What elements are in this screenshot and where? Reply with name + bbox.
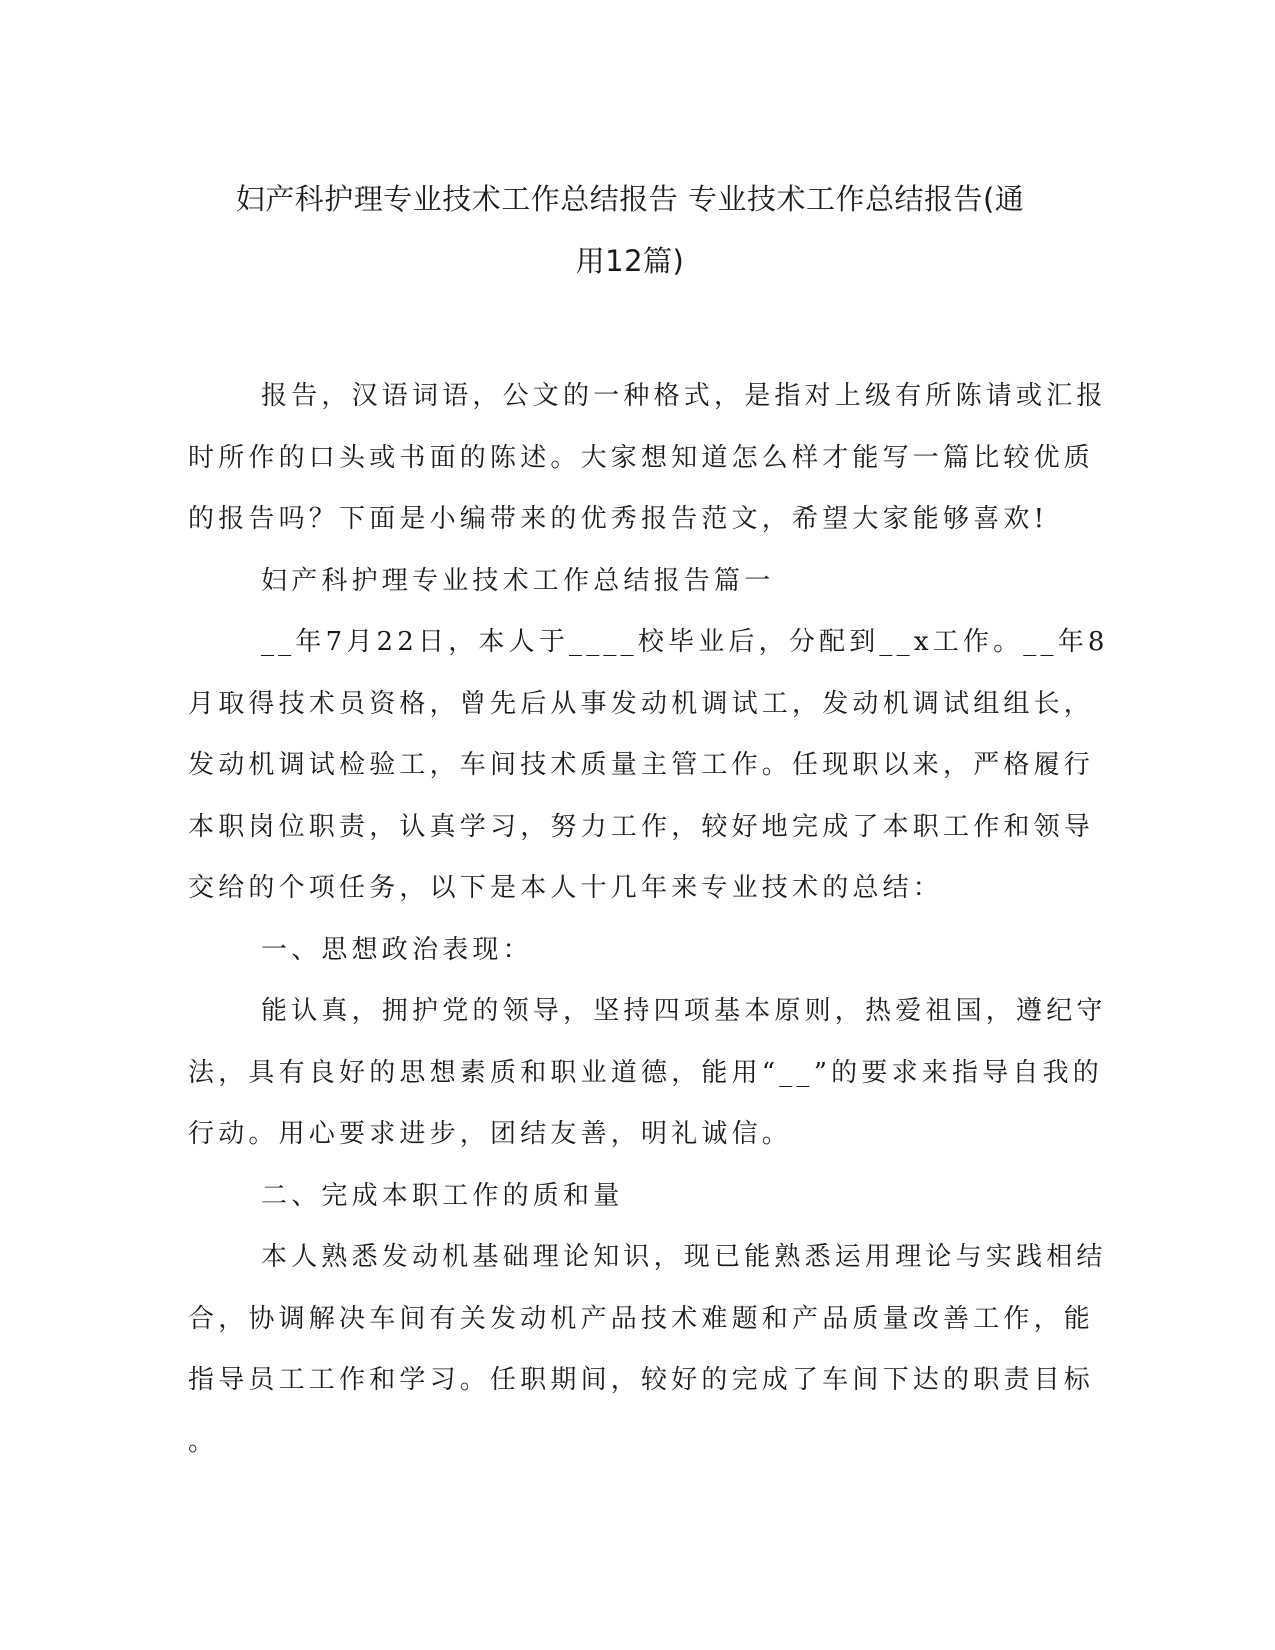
paragraph-line: 本职岗位职责，认真学习，努力工作，较好地完成了本职工作和领导 [188,811,1095,842]
document-body [188,366,1109,1473]
paragraph-line: 指导员工工作和学习。任职期间，较好的完成了车间下达的职责目标 [188,1365,1095,1395]
intro-paragraph-line: 的报告吗？下面是小编带来的优秀报告范文，希望大家能够喜欢! [188,504,1049,534]
paragraph-line: 行动。用心要求进步，团结友善，明礼诚信。 [188,1119,793,1149]
intro-paragraph-line: 时所作的口头或书面的陈述。大家想知道怎么样才能写一篇比较优质 [188,442,1095,473]
subheading-work-quality: 二、完成本职工作的质和量 [261,1180,624,1211]
paragraph-line: __年7月22日，本人于____校毕业后，分配到__x工作。__年8 [261,627,1109,657]
paragraph-line: 合，协调解决车间有关发动机产品技术难题和产品质量改善工作，能 [188,1303,1095,1334]
paragraph-line: 交给的个项任务，以下是本人十几年来专业技术的总结： [188,873,944,903]
intro-paragraph-line: 报告，汉语词语，公文的一种格式，是指对上级有所陈请或汇报 [261,381,1107,411]
paragraph-line: 法，具有良好的思想素质和职业道德，能用“__”的要求来指导自我的 [188,1057,1103,1088]
paragraph-line: 发动机调试检验工，车间技术质量主管工作。任现职以来，严格履行 [188,750,1095,780]
paragraph-line: 。 [188,1426,219,1457]
subheading-politics: 一、思想政治表现： [261,934,533,965]
document-title [180,176,1080,299]
title-line-1: 妇产科护理专业技术工作总结报告 专业技术工作总结报告(通 [235,182,1025,216]
paragraph-line: 能认真，拥护党的领导，坚持四项基本原则，热爱祖国，遵纪守 [261,996,1107,1026]
title-line-2: 用12篇) [575,243,685,278]
paragraph-line: 本人熟悉发动机基础理论知识，现已能熟悉运用理论与实践相结 [261,1242,1107,1272]
section-heading-part-one: 妇产科护理专业技术工作总结报告篇一 [261,565,775,596]
paragraph-line: 月取得技术员资格，曾先后从事发动机调试工，发动机调试组组长， [188,688,1095,719]
